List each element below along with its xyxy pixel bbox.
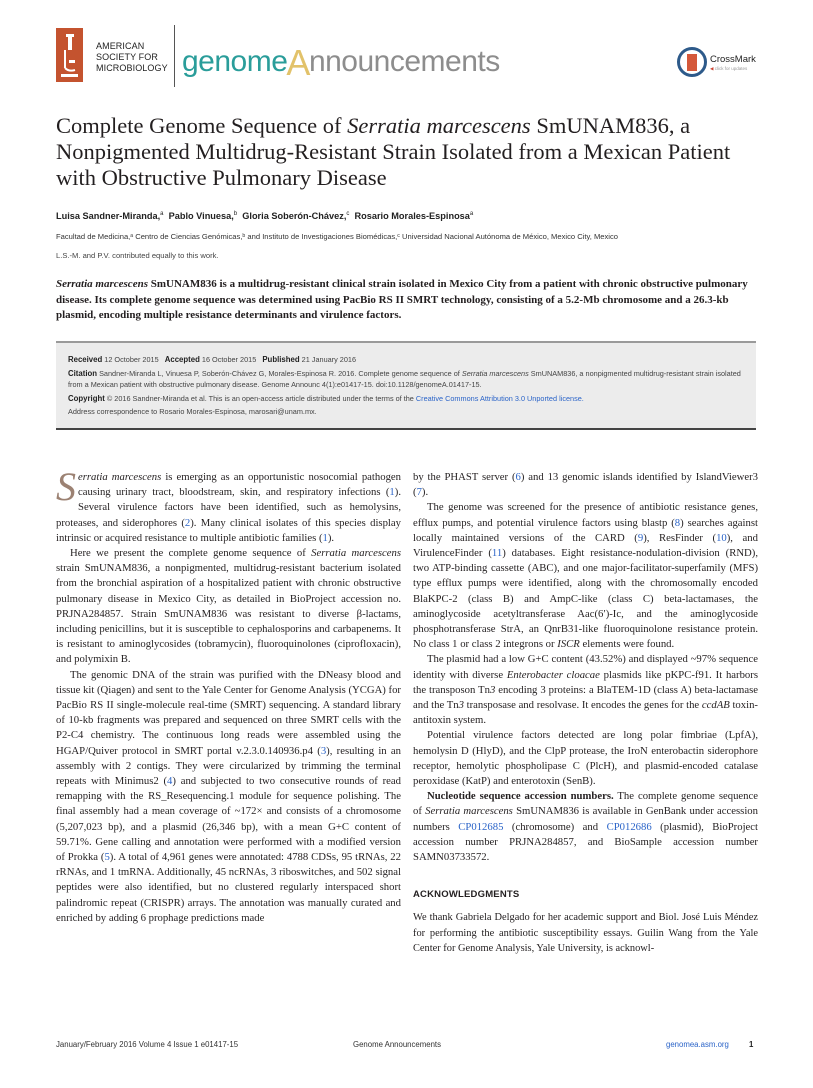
text: ). A total of 4,961 genes were annotated: 4788 CDSs, 95 tRNAs, 22 rRNAs, and 1 tmRNA. Additionally, 45 ncRNAs, 3 riboswitches, and 502 signal peptides were also identified, but no clustered regularly interspaced short palindromic repeat (CRISPR) arrays. The annotation was manually curated and enriched by adding 6 prophage predictions made	[56, 851, 401, 924]
logo-announcements-text: nnouncements	[308, 45, 500, 78]
publisher-line: SOCIETY FOR	[96, 52, 158, 62]
author-name[interactable]: Rosario Morales-Espinosa	[354, 211, 470, 222]
reference-link[interactable]: 1	[322, 531, 328, 544]
article-title	[56, 113, 756, 191]
author-name[interactable]: Pablo Vinuesa,	[168, 211, 234, 222]
dates-row	[68, 353, 744, 366]
crossmark-label[interactable]: CrossMark	[710, 54, 756, 65]
text: is emerging as an opportunistic nosocomial pathogen causing urinary tract, bloodstream, skin, and respiratory infections (	[78, 471, 402, 499]
text: ).	[421, 486, 429, 499]
crossmark-sub-text: click for updates	[714, 66, 748, 71]
text: ), and VirulenceFinder (	[413, 531, 758, 560]
logo-genome-text: genome	[182, 45, 288, 78]
reference-link[interactable]: 9	[637, 531, 644, 544]
affiliation-marker: a	[469, 211, 474, 217]
text: ). Many clinical isolates of this species display intrinsic or acquired resistance to multiple antibiotic families (	[56, 516, 401, 544]
affiliation-marker: c	[346, 211, 350, 217]
footer-website-link[interactable]: genomea.asm.org	[666, 1040, 729, 1049]
text: (chromosome) and	[503, 820, 607, 833]
page-number: 1	[749, 1040, 754, 1049]
citation-species: Serratia marcescens	[461, 369, 529, 378]
accession-heading: Nucleotide sequence accession numbers.	[427, 790, 614, 803]
publisher-line: AMERICAN	[96, 41, 145, 51]
crossmark-icon[interactable]	[677, 47, 707, 77]
header-divider	[174, 25, 175, 87]
published-label: Published	[262, 355, 300, 364]
copyright-text: © 2016 Sandner-Miranda et al. This is an open-access article distributed under the terms of the	[106, 394, 416, 403]
text: Here we present the complete genome sequence of	[70, 547, 312, 560]
accepted-label: Accepted	[164, 355, 200, 364]
transposon-number: 3	[489, 683, 496, 696]
text: ), ResFinder (	[643, 531, 717, 544]
author-name[interactable]: Gloria Soberón-Chávez,	[242, 211, 347, 222]
copyright	[68, 392, 744, 405]
gene-name: ccdAB	[701, 699, 730, 712]
author-list	[56, 211, 473, 221]
species-name: erratia marcescens	[78, 471, 162, 483]
reference-link[interactable]: 2	[184, 516, 191, 529]
affiliation-marker: b	[233, 211, 238, 217]
reference-link[interactable]: 7	[416, 486, 422, 499]
publisher-name	[96, 41, 168, 74]
text: ) databases. Eight resistance-nodulation-division (RND), two ATP-binding cassette (ABC), and one major-facilitator-superfamily (MFS) type efflux pumps were identified, along with the chromosomally encoded BlaKPC-2 (class B) and AmpC-like (class C) beta-lactamases, the aminoglycoside acetyltransferase Aac(6′)-Ic, and the aminoglycoside phosphotransferase StrA, an QnrB31-like fluoroquinolone resistance protein. No class 1 or class 2 integrons or	[413, 547, 758, 651]
text: ) searches against locally maintained versions of the CARD (	[413, 516, 758, 544]
text: (plasmid), BioProject accession number PRJNA284857, and BioSample accession number SAMN03733572.	[413, 820, 758, 864]
text: The complete genome sequence of	[413, 790, 758, 818]
citation-text: SmUNAM836, a nonpigmented multidrug-resistant strain isolated from a Mexican patient with obstructive pulmonary disease. Genome Announc 4(1):e01417-15. doi:10.1128/genomeA.01417-15.	[68, 369, 741, 389]
title-text: Complete Genome Sequence of	[56, 113, 348, 138]
citation-label: Citation	[68, 369, 98, 378]
reference-link[interactable]: 11	[491, 547, 503, 560]
reference-link[interactable]: 10	[716, 531, 727, 544]
paragraph-methods	[56, 668, 401, 926]
paragraph-strain	[56, 546, 401, 668]
text: The plasmid had a low G+C content (43.52%) and displayed ~97% sequence identity with diverse	[413, 653, 758, 681]
contribution-note: L.S.-M. and P.V. contributed equally to this work.	[56, 251, 219, 260]
received-label: Received	[68, 355, 103, 364]
copyright-label: Copyright	[68, 394, 105, 403]
affiliations: Facultad de Medicina,ᵃ Centro de Ciencias Genómicas,ᵇ and Instituto de Investigaciones Biomédicas,ᶜ Universidad Nacional Autónoma de México, Mexico City, Mexico	[56, 232, 619, 241]
text: SmUNAM836 is available in GenBank under accession numbers	[413, 805, 758, 833]
publisher-line: MICROBIOLOGY	[96, 63, 168, 73]
accession-link[interactable]: CP012686	[606, 820, 652, 833]
paragraph-intro	[56, 464, 402, 546]
reference-link[interactable]: 3	[320, 744, 327, 757]
paragraph-methods-cont	[413, 470, 758, 500]
crossmark-sub[interactable]	[710, 66, 747, 72]
reference-link[interactable]: 1	[389, 486, 395, 499]
text: plasmids like pKPC-f91. It harbors the transposon Tn	[413, 668, 758, 696]
footer-journal: Genome Announcements	[353, 1040, 441, 1049]
paragraph-accession	[413, 789, 758, 865]
article-info-box	[56, 341, 756, 430]
body-left-column	[56, 464, 402, 926]
received-date: 12 October 2015	[104, 355, 159, 364]
accepted-date: 16 October 2015	[201, 355, 257, 364]
text: transposase and resolvase. It encodes the genes for the	[463, 699, 702, 712]
footer-issue: January/February 2016 Volume 4 Issue 1 e01417-15	[56, 1040, 239, 1049]
text: ), resulting in an assembly with 2 contigs. They were circularized by trimming the terminal repeats with Minimus2 (	[56, 744, 401, 788]
paragraph-virulence: Potential virulence factors detected are long polar fimbriae (LpfA), hemolysin D (HlyD), and the ClpP protease, the IroN enterobactin siderophore receptor, hemolytic phospholipase C (PlcH), and plasmid-encoded catalase peroxidase (KatP) and enterotoxin (SenB).	[413, 729, 758, 788]
species-name: Enterobacter cloacae	[506, 668, 600, 681]
text: ).	[327, 531, 335, 544]
license-link[interactable]: Creative Commons Attribution 3.0 Unported license.	[415, 394, 584, 403]
reference-link[interactable]: 6	[515, 471, 521, 483]
citation-text: Sandner-Miranda L, Vinuesa P, Soberón-Chávez G, Morales-Espinosa R. 2016. Complete genome sequence of	[99, 369, 462, 378]
species-name: Serratia marcescens	[425, 805, 513, 818]
citation	[68, 368, 744, 390]
text: by the PHAST server (	[413, 471, 516, 483]
body-right-column	[413, 470, 758, 956]
text: strain SmUNAM836, a nonpigmented, multidrug-resistant bacterium isolated from the bronchial aspiration of a hospitalized patient with chronic obstructive pulmonary disease in Mexico City, as detailed in BioProject accession no. PRJNA284857. Strain SmUNAM836 was resistant to diverse β-lactams, including penicillins, but it is susceptible to cephalosporins and carbapenems. It is resistant to aminoglycosides (tobramycin), fluoroquinolones (ciprofloxacin), and polymixin B.	[56, 562, 401, 666]
abstract-text: SmUNAM836 is a multidrug-resistant clinical strain isolated in Mexico City from a patient with chronic obstructive pulmonary disease. Its complete genome sequence was determined using PacBio RS II SMRT technology, consisting of a 5.2-Mb chromosome and a 26.3-kb plasmid, encoding multiple resistance determinants and virulence factors.	[56, 278, 748, 321]
acknowledgments-text: We thank Gabriela Delgado for her academic support and Biol. José Luis Méndez for performing the antibiotic susceptibility essays. Guilin Wang from the Yale Center for Genome Analysis, Yale University, is acknowl-	[413, 912, 758, 954]
title-text: SmUNAM836, a Nonpigmented Multidrug-Resistant Strain Isolated from a Mexican Patient with Obstructive Pulmonary Disease	[56, 113, 731, 190]
text: toxin-antitoxin system.	[413, 699, 758, 727]
asm-logo-icon	[56, 28, 83, 82]
abstract-species: Serratia marcescens	[56, 278, 148, 290]
text: ) and subjected to two consecutive rounds of read remapping with the RS_Resequencing.1 module for sequence polishing. The final assembly had a mean coverage of ~172× and consists of a chromosome (5,207,023 bp), and a plasmid (26,346 bp), with a mean G+C content of 59.71%. Gene calling and annotation were performed with a modified version of Prokka (	[56, 775, 401, 864]
author-name[interactable]: Luisa Sandner-Miranda,	[56, 211, 161, 222]
species-name: Serratia marcescens	[311, 547, 401, 560]
text: The genomic DNA of the strain was purified with the DNeasy blood and tissue kit (Qiagen) and sent to the Yale Center for Genome Analysis (YCGA) for PacBio RS II single-molecule real-time (SMRT) sequencing. A standard library of 10-kb fragments was prepared and sequenced on three SMRT cells with the P2-C4 chemistry. The continuous long reads were assembled using the HGAP/Quiver protocol in SMRT portal v.2.3.0.140936.p4 (	[56, 668, 401, 757]
correspondence: Address correspondence to Rosario Morales-Espinosa, marosari@unam.mx.	[68, 407, 317, 416]
abstract	[56, 277, 758, 324]
accession-link[interactable]: CP012685	[458, 820, 504, 833]
logo-a-letter: A	[286, 42, 310, 83]
gene-name: ISCR	[557, 638, 580, 651]
text: ) and 13 genomic islands identified by IslandViewer3 (	[413, 471, 758, 499]
text: encoding 3 proteins: a BlaTEM-1D (class A) beta-lactamase and the Tn	[413, 683, 759, 712]
drop-cap: S	[56, 464, 76, 509]
reference-link[interactable]: 5	[104, 851, 110, 864]
crossmark-ribbon-icon	[687, 54, 697, 71]
text: The genome was screened for the presence of antibiotic resistance genes, efflux pumps, and potential virulence factors using blastp (	[413, 501, 758, 529]
journal-logo	[182, 38, 500, 83]
text: elements were found.	[579, 638, 675, 651]
transposon-number: 3	[458, 699, 464, 712]
paragraph-screening	[413, 500, 758, 652]
acknowledgments-heading: ACKNOWLEDGMENTS	[413, 889, 520, 901]
arrow-left-icon: ◀	[710, 66, 715, 71]
title-species: Serratia marcescens	[347, 113, 531, 138]
published-date: 21 January 2016	[301, 355, 357, 364]
reference-link[interactable]: 4	[167, 775, 173, 788]
reference-link[interactable]: 8	[674, 516, 681, 529]
paragraph-plasmid	[413, 652, 758, 728]
text: ). Several virulence factors have been identified, such as hemolysins, proteases, and siderophores (	[56, 486, 401, 529]
affiliation-marker: a	[160, 211, 164, 217]
